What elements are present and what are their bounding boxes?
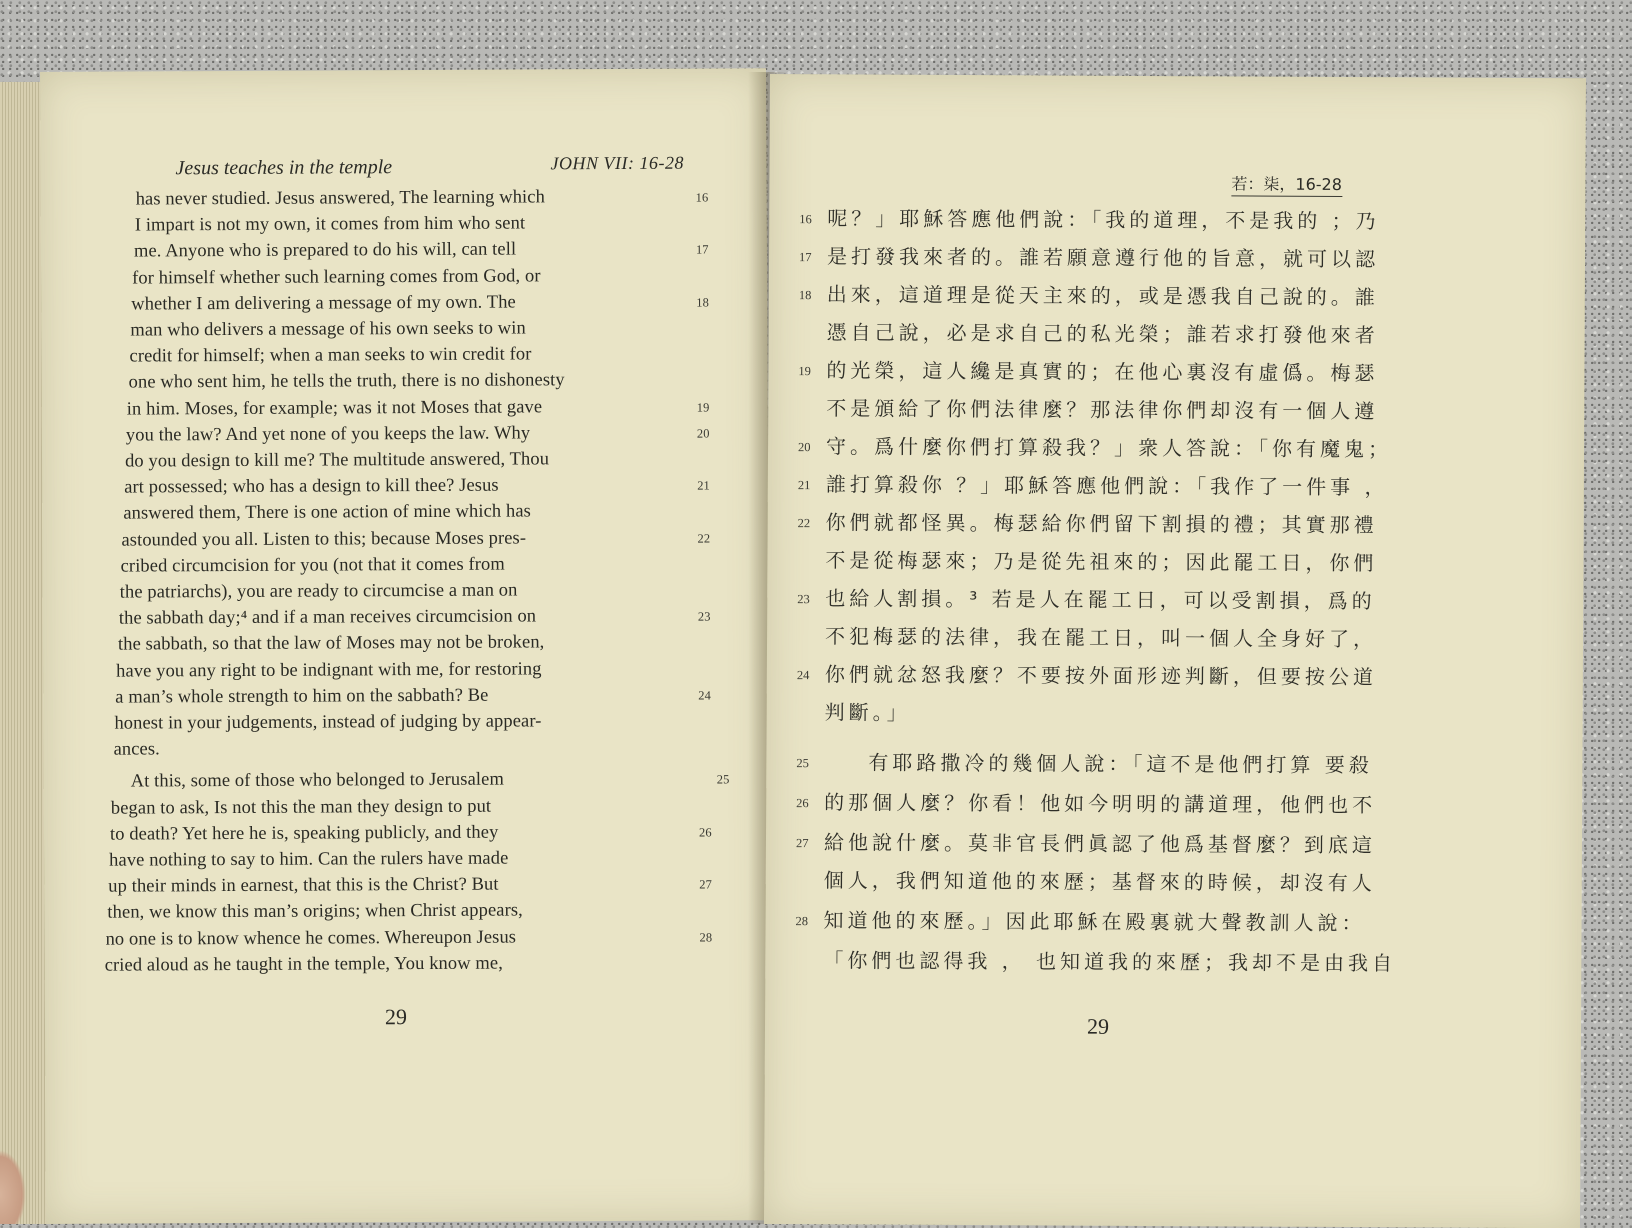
text-line: [135, 214, 526, 242]
text-line: [795, 904, 1365, 943]
verse-number: 23: [797, 592, 825, 607]
text-line: [130, 318, 526, 346]
verse-number: 21: [798, 478, 826, 493]
text-line: [795, 944, 1396, 983]
verse-number: 17: [799, 250, 827, 265]
line-text: cried aloud as he taught in the temple, You know me,: [105, 953, 503, 976]
verse-number: 16: [696, 191, 709, 206]
verse-number: 27: [796, 836, 824, 851]
text-line: [797, 582, 1376, 621]
line-text: a man’s whole strength to him on the sabbath? Be: [115, 685, 488, 708]
line-text: honest in your judgements, instead of judging by appear-: [114, 711, 541, 734]
text-line: [109, 849, 508, 877]
verse-number: 22: [697, 531, 710, 546]
line-text: I impart is not my own, it comes from him who sent: [135, 214, 525, 237]
line-text: do you design to kill me? The multitude answered, Thou: [125, 449, 549, 472]
line-text: 是打發我來者的。誰若願意遵行他的旨意，就可以認: [827, 240, 1379, 272]
page-edges: [0, 82, 46, 1224]
text-line: [797, 544, 1377, 583]
line-text: 給他說什麼。莫非官長們眞認了他爲基督麼？到底這: [824, 826, 1376, 858]
verse-number: 20: [697, 426, 710, 441]
text-line: [113, 740, 159, 766]
line-text: have you any right to be indignant with me, for restoring: [116, 659, 542, 682]
line-text: 有耶路撒冷的幾個人說：「這不是他們打算 要殺: [824, 746, 1373, 778]
right-page: [764, 74, 1586, 1228]
line-text: cribed circumcision for you (not that it comes from: [121, 554, 505, 577]
text-line: [120, 581, 518, 609]
text-line: [799, 278, 1379, 317]
text-line: [124, 476, 499, 504]
text-line: [799, 316, 1379, 355]
verse-number: 26: [796, 796, 824, 811]
text-line: [108, 875, 498, 903]
verse-number: 28: [796, 914, 824, 929]
text-line: [134, 240, 516, 268]
thumb: [0, 1150, 26, 1224]
chinese-text-block: [770, 74, 1586, 78]
line-text: the sabbath day;⁴ and if a man receives circumcision on: [119, 607, 536, 630]
line-text: to death? Yet here he is, speaking publicly, and they: [110, 822, 499, 845]
line-text: then, we know this man’s origins; when Christ appears,: [107, 901, 523, 924]
page-number-right: 29: [1087, 1014, 1109, 1040]
text-line: [125, 449, 549, 477]
text-line: [799, 240, 1379, 279]
line-text: you the law? And yet none of you keeps the law. Why: [126, 423, 530, 446]
line-text: no one is to know whence he comes. Whereupon Jesus: [105, 927, 516, 950]
line-text: At this, some of those who belonged to Jerusalem: [131, 770, 504, 793]
line-text: 個人，我們知道他的來歷；基督來的時候，却沒有人: [824, 864, 1376, 896]
line-text: 的光榮，這人纔是真實的；在他心裏沒有虛僞。梅瑟: [826, 354, 1378, 386]
verse-number: 17: [696, 243, 709, 258]
text-line: [798, 392, 1378, 431]
line-text: 判斷。」: [825, 696, 911, 725]
line-text: me. Anyone who is prepared to do his will, can tell: [134, 240, 516, 263]
open-book: [0, 72, 1600, 1224]
text-line: [796, 864, 1376, 903]
verse-number: 24: [698, 688, 711, 703]
page-number: 29: [385, 1004, 407, 1030]
verse-number: 26: [699, 825, 712, 840]
text-line: [129, 345, 531, 373]
verse-number: 16: [799, 212, 827, 227]
text-line: [110, 822, 499, 850]
line-text: ances.: [113, 740, 159, 761]
text-line: [131, 770, 504, 798]
verse-number: 21: [697, 479, 710, 494]
text-line: [796, 746, 1373, 785]
text-line: [796, 786, 1376, 825]
line-text: astounded you all. Listen to this; because Moses pres-: [121, 528, 526, 551]
line-text: answered them, There is one action of mine which has: [123, 502, 531, 525]
line-text: 守。爲什麼你們打算殺我？」衆人答說：「你有魔鬼；: [826, 430, 1392, 462]
text-line: [107, 901, 523, 929]
text-line: [127, 397, 543, 425]
line-text: 呢？」耶穌答應他們說：「我的道理，不是我的 ；乃: [827, 202, 1380, 234]
line-text: one who sent him, he tells the truth, there is no dishonesty: [129, 371, 565, 394]
line-text: art possessed; who has a design to kill thee? Jesus: [124, 476, 499, 499]
line-text: 「你們也認得我 ， 也知道我的來歷；我却不是由我自: [823, 944, 1396, 976]
verse-number: 22: [798, 516, 826, 531]
text-line: [126, 423, 530, 451]
line-text: 不是頒給了你們法律麼？那法律你們却沒有一個人遵: [826, 392, 1378, 424]
text-line: [123, 502, 531, 530]
line-text: 不是從梅瑟來；乃是從先祖來的；因此罷工日，你們: [825, 544, 1377, 576]
text-line: [118, 633, 545, 661]
line-text: 你們就忿怒我麼？不要按外面形迹判斷，但要按公道: [825, 658, 1377, 690]
text-line: [105, 953, 503, 981]
left-page: [40, 68, 772, 1224]
line-text: credit for himself; when a man seeks to win credit for: [129, 345, 531, 368]
text-line: [105, 927, 516, 955]
text-line: [114, 711, 541, 739]
text-line: [798, 506, 1378, 545]
line-text: 也給人割損。³ 若是人在罷工日，可以受割損，爲的: [825, 582, 1376, 614]
line-text: the sabbath, so that the law of Moses may not be broken,: [118, 633, 544, 656]
verse-number: 28: [700, 930, 713, 945]
text-line: [799, 202, 1380, 241]
line-text: 的那個人麼？你看！他如今明明的講道理，他們也不: [824, 786, 1376, 818]
line-text: 知道他的來歷。」因此耶穌在殿裏就大聲教訓人說：: [824, 904, 1366, 936]
verse-number: 23: [698, 610, 711, 625]
text-line: [131, 292, 516, 320]
text-line: [121, 528, 526, 556]
line-text: 不犯梅瑟的法律，我在罷工日，叫一個人全身好了，: [825, 620, 1377, 652]
text-line: [116, 659, 542, 687]
line-text: began to ask, Is not this the man they design to put: [111, 796, 491, 819]
verse-number: 18: [799, 288, 827, 303]
verse-number: 19: [697, 400, 710, 415]
text-line: [115, 685, 488, 713]
verse-number: 24: [797, 668, 825, 683]
text-line: [129, 371, 565, 399]
text-line: [797, 658, 1377, 697]
text-line: [797, 696, 911, 733]
line-text: for himself whether such learning comes from God, or: [132, 266, 541, 289]
line-text: 憑自己說，必是求自己的私光榮；誰若求打發他來者: [827, 316, 1379, 348]
verse-number: 27: [699, 878, 712, 893]
text-line: [798, 430, 1392, 469]
line-text: man who delivers a message of his own seeks to win: [130, 318, 526, 341]
running-reference: JOHN VII: 16-28: [550, 153, 684, 175]
line-text: up their minds in earnest, that this is the Christ? But: [108, 875, 498, 898]
line-text: has never studied. Jesus answered, The learning which: [136, 187, 545, 210]
text-line: [796, 826, 1376, 865]
text-line: [798, 354, 1378, 393]
text-line: [136, 187, 545, 215]
text-line: [119, 607, 536, 635]
line-text: in him. Moses, for example; was it not Moses that gave: [127, 397, 543, 420]
verse-number: 19: [798, 364, 826, 379]
line-text: 出來，這道理是從天主來的，或是憑我自己說的。誰: [827, 278, 1379, 310]
text-line: [132, 266, 541, 294]
line-text: the patriarchs), you are ready to circumcise a man on: [120, 581, 518, 604]
line-text: 誰打算殺你 ？」耶穌答應他們說：「我作了一件事 ，: [826, 468, 1389, 500]
verse-number: 18: [696, 295, 709, 310]
text-line: [121, 554, 505, 582]
text-line: [797, 620, 1377, 659]
running-reference-chinese: 若：柒，16-28: [1231, 171, 1342, 197]
verse-number: 25: [796, 756, 824, 771]
verse-number: 25: [717, 773, 730, 788]
line-text: have nothing to say to him. Can the rulers have made: [109, 849, 508, 872]
text-line: [111, 796, 491, 824]
english-text-block: [136, 186, 716, 189]
line-text: 你們就都怪異。梅瑟給你們留下割損的禮；其實那禮: [826, 506, 1378, 538]
text-line: [798, 468, 1389, 507]
verse-number: 20: [798, 440, 826, 455]
line-text: whether I am delivering a message of my own. The: [131, 292, 516, 315]
running-title: Jesus teaches in the temple: [175, 156, 392, 180]
